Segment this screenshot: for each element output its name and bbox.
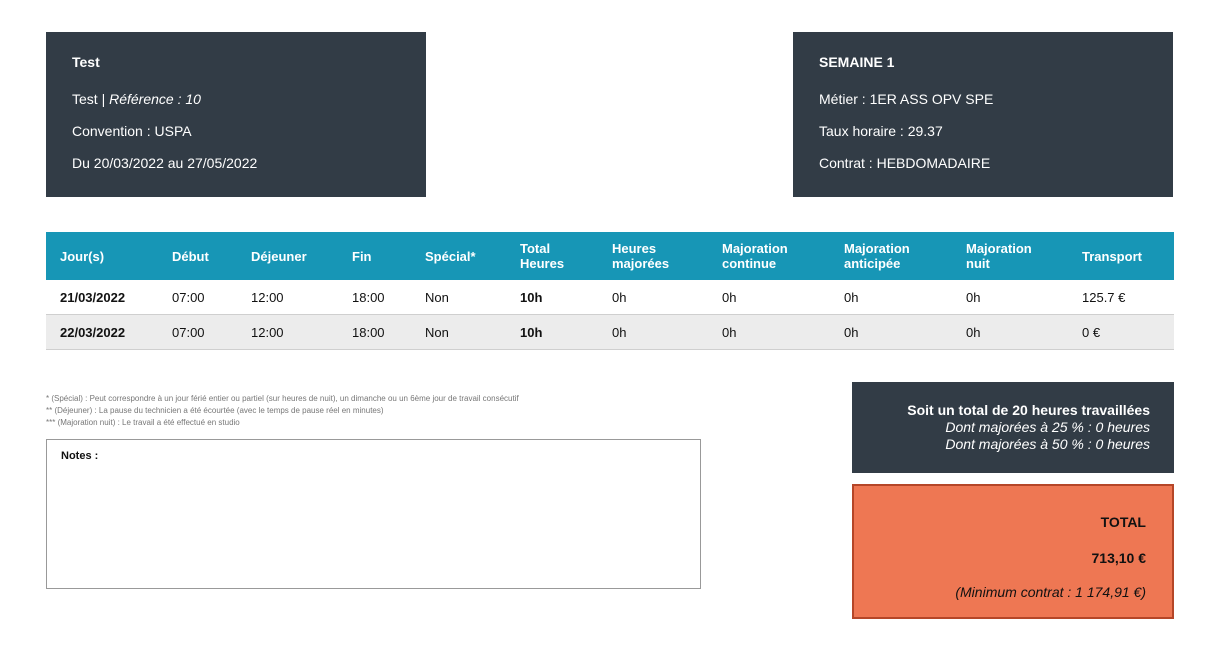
footnote-dejeuner: ** (Déjeuner) : La pause du technicien a été écourtée (avec le temps de pause réel en minutes) xyxy=(46,406,384,415)
table-cell: 22/03/2022 xyxy=(46,315,158,350)
column-header: Majoration continue xyxy=(708,232,830,280)
column-header: Heures majorées xyxy=(598,232,708,280)
column-header: Majoration nuit xyxy=(952,232,1068,280)
table-cell: 12:00 xyxy=(237,315,338,350)
mission-info-card xyxy=(46,32,426,197)
table-row xyxy=(46,315,1174,350)
majoration-25-text: Dont majorées à 25 % : 0 heures xyxy=(945,419,1150,435)
table-cell: 0 € xyxy=(1068,315,1174,350)
table-cell: 07:00 xyxy=(158,280,237,315)
majoration-50-text: Dont majorées à 50 % : 0 heures xyxy=(945,436,1150,452)
column-header: Jour(s) xyxy=(46,232,158,280)
mission-reference xyxy=(72,91,400,107)
metier-text: Métier : 1ER ASS OPV SPE xyxy=(819,91,994,107)
table-cell: 10h xyxy=(506,280,598,315)
minimum-contrat-text: (Minimum contrat : 1 174,91 €) xyxy=(955,584,1146,600)
table-cell: Non xyxy=(411,315,506,350)
column-header: Début xyxy=(158,232,237,280)
table-cell: 07:00 xyxy=(158,315,237,350)
period-text: Du 20/03/2022 au 27/05/2022 xyxy=(72,155,258,171)
total-box xyxy=(852,484,1174,619)
table-cell: 18:00 xyxy=(338,315,411,350)
reference-value: Référence : 10 xyxy=(109,91,201,107)
total-label: TOTAL xyxy=(1100,514,1146,530)
table-cell: 0h xyxy=(952,315,1068,350)
column-header: Spécial* xyxy=(411,232,506,280)
column-header: Déjeuner xyxy=(237,232,338,280)
contrat-text: Contrat : HEBDOMADAIRE xyxy=(819,155,991,171)
table-cell: 21/03/2022 xyxy=(46,280,158,315)
column-header: Majoration anticipée xyxy=(830,232,952,280)
column-header: Fin xyxy=(338,232,411,280)
table-cell: 10h xyxy=(506,315,598,350)
table-cell: 0h xyxy=(598,315,708,350)
notes-label: Notes : xyxy=(61,450,99,462)
week-title: SEMAINE 1 xyxy=(819,54,895,70)
convention-text: Convention : USPA xyxy=(72,123,192,139)
notes-box[interactable] xyxy=(46,439,701,589)
footnote-majoration-nuit: *** (Majoration nuit) : Le travail a été effectué en studio xyxy=(46,418,240,427)
timesheet-table xyxy=(46,232,1174,350)
column-header: Total Heures xyxy=(506,232,598,280)
table-header-row xyxy=(46,232,1174,280)
footnote-special: * (Spécial) : Peut correspondre à un jour férié entier ou partiel (sur heures de nuit), un dimanche ou un 6ème jour de travail consécutif xyxy=(46,394,519,403)
table-cell: 0h xyxy=(708,280,830,315)
table-cell: 18:00 xyxy=(338,280,411,315)
mission-name: Test xyxy=(72,91,98,107)
table-cell: 12:00 xyxy=(237,280,338,315)
table-row xyxy=(46,280,1174,315)
table-cell: 0h xyxy=(830,280,952,315)
reference-separator: | xyxy=(97,91,110,107)
table-cell: 0h xyxy=(708,315,830,350)
footnotes xyxy=(46,393,706,429)
table-cell: 0h xyxy=(598,280,708,315)
table-cell: 0h xyxy=(952,280,1068,315)
total-hours-text: Soit un total de 20 heures travaillées xyxy=(907,402,1150,418)
mission-title: Test xyxy=(72,54,100,70)
table-cell: 0h xyxy=(830,315,952,350)
column-header: Transport xyxy=(1068,232,1174,280)
table-cell: Non xyxy=(411,280,506,315)
week-info-card xyxy=(793,32,1173,197)
total-amount: 713,10 € xyxy=(1091,550,1146,566)
table-cell: 125.7 € xyxy=(1068,280,1174,315)
hours-summary-box xyxy=(852,382,1174,473)
taux-horaire-text: Taux horaire : 29.37 xyxy=(819,123,943,139)
